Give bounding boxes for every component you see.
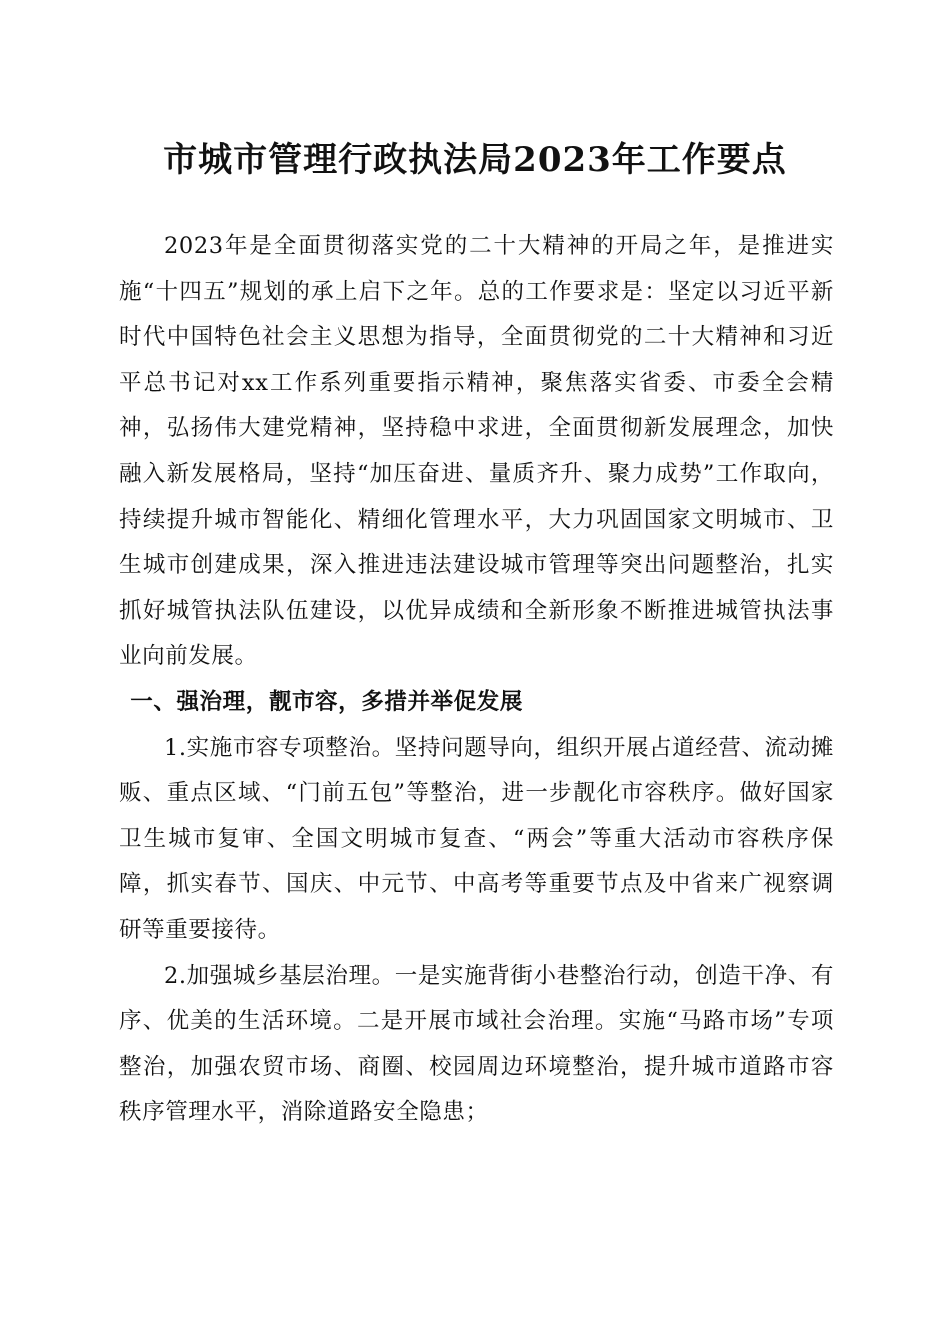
intro-paragraph: 2023年是全面贯彻落实党的二十大精神的开局之年，是推进实施“十四五”规划的承上启下之年。总的工作要求是：坚定以习近平新时代中国特色社会主义思想为指导，全面贯彻党的二十大精神和习近平总书记对xx工作系列重要指示精神，聚焦落实省委、市委全会精神，弘扬伟大建党精神，坚持稳中求进，全面贯彻新发展理念，加快融入新发展格局，坚持“加压奋进、量质齐升、聚力成势”工作取向，持续提升城市智能化、精细化管理水平，大力巩固国家文明城市、卫生城市创建成果，深入推进违法建设城市管理等突出问题整治，扎实抓好城管执法队伍建设，以优异成绩和全新形象不断推进城管执法事业向前发展。 [119, 233, 834, 670]
item-paragraph-1: 1.实施市容专项整治。坚持问题导向，组织开展占道经营、流动摊贩、重点区域、“门前五包”等整治，进一步靓化市容秩序。做好国家卫生城市复审、全国文明城市复查、“两会”等重大活动市容秩序保障，抓实春节、国庆、中元节、中高考等重要节点及中省来广视察调研等重要接待。 [119, 734, 834, 943]
document-body [119, 224, 834, 1136]
section-heading-1: 一、强治理，靓市容，多措并举促发展 [130, 688, 523, 715]
item-paragraph-2: 2.加强城乡基层治理。一是实施背街小巷整治行动，创造干净、有序、优美的生活环境。二是开展市域社会治理。实施“马路市场”专项整治，加强农贸市场、商圈、校园周边环境整治，提升城市道路市容秩序管理水平，消除道路安全隐患； [119, 962, 834, 1126]
document-title: 市城市管理行政执法局2023年工作要点 [163, 140, 787, 180]
